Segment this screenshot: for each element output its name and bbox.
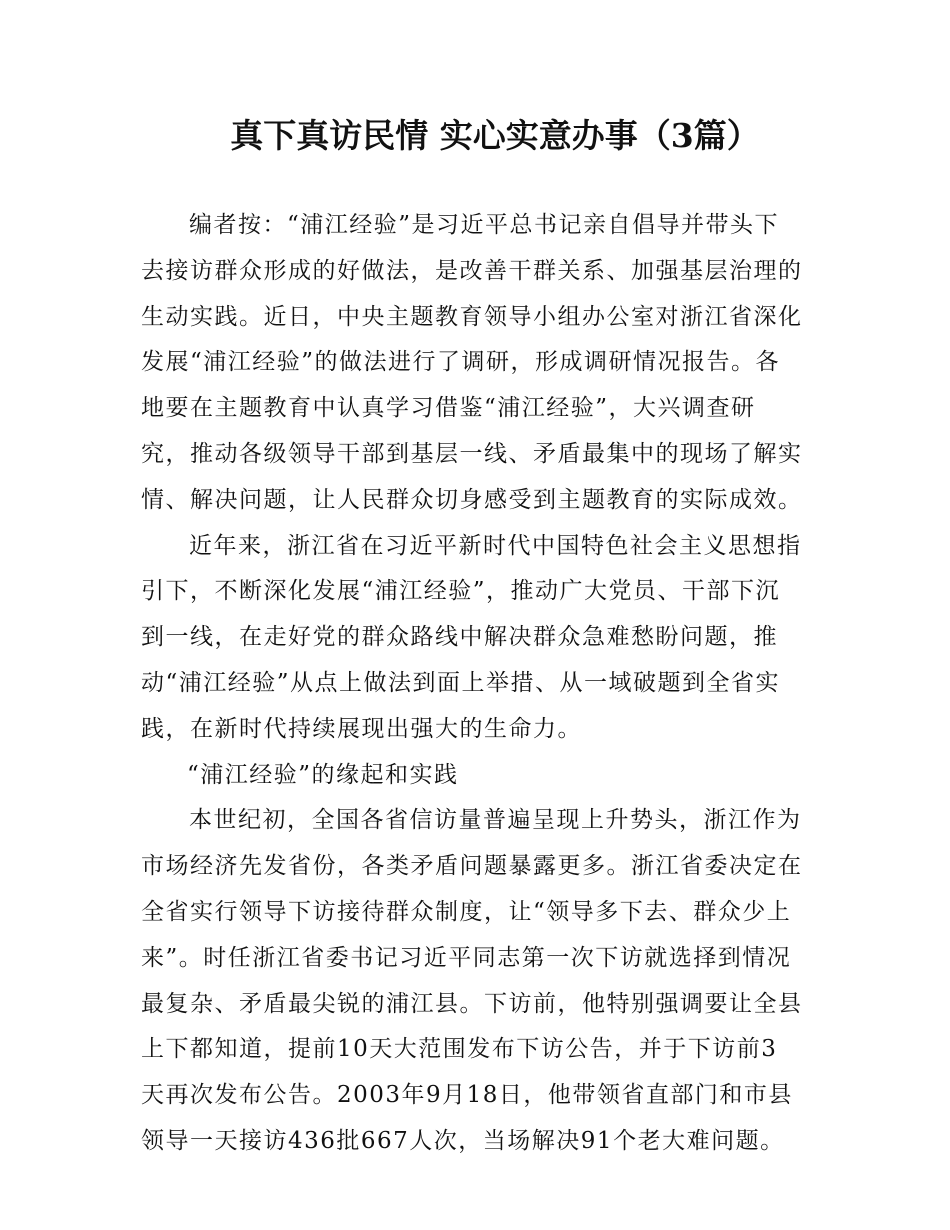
paragraph-line: 领导一天接访436批667人次，当场解决91个老大难问题。 xyxy=(141,1127,785,1154)
paragraph-line: 去接访群众形成的好做法，是改善干群关系、加强基层治理的 xyxy=(141,257,803,284)
paragraph-line: 引下，不断深化发展“浦江经验”，推动广大党员、干部下沉 xyxy=(141,578,781,605)
paragraph-line: 最复杂、矛盾最尖锐的浦江县。下访前，他特别强调要让全县 xyxy=(141,990,803,1017)
paragraph-line: 编者按：“浦江经验”是习近平总书记亲自倡导并带头下 xyxy=(189,212,780,238)
paragraph-line: 践，在新时代持续展现出强大的生命力。 xyxy=(141,715,582,742)
paragraph-line: 上下都知道，提前10天大范围发布下访公告，并于下访前3 xyxy=(141,1036,778,1063)
paragraph-line: 本世纪初，全国各省信访量普遍呈现上升势头，浙江作为 xyxy=(189,807,802,834)
paragraph-line: 天再次发布公告。2003年9月18日，他带领省直部门和市县 xyxy=(141,1082,793,1109)
document-body xyxy=(141,203,817,1165)
paragraph-line: 到一线，在走好党的群众路线中解决群众急难愁盼问题，推 xyxy=(141,624,778,651)
paragraph-line: 动“浦江经验”从点上做法到面上举措、从一域破题到全省实 xyxy=(141,669,781,696)
paragraph-line: 来”。时任浙江省委书记习近平同志第一次下访就选择到情况 xyxy=(141,944,792,971)
document-title: 真下真访民情 实心实意办事（3篇） xyxy=(230,116,760,155)
paragraph-line: 生动实践。近日，中央主题教育领导小组办公室对浙江省深化 xyxy=(141,303,803,330)
paragraph-line: 发展“浦江经验”的做法进行了调研，形成调研情况报告。各 xyxy=(141,349,781,376)
paragraph-line: 情、解决问题，让人民群众切身感受到主题教育的实际成效。 xyxy=(141,486,803,513)
section-heading: “浦江经验”的缘起和实践 xyxy=(187,761,459,788)
paragraph-line: 市场经济先发省份，各类矛盾问题暴露更多。浙江省委决定在 xyxy=(141,853,803,880)
paragraph-line: 近年来，浙江省在习近平新时代中国特色社会主义思想指 xyxy=(189,532,802,559)
paragraph-line: 究，推动各级领导干部到基层一线、矛盾最集中的现场了解实 xyxy=(141,440,803,467)
paragraph-line: 地要在主题教育中认真学习借鉴“浦江经验”，大兴调查研 xyxy=(141,395,756,422)
paragraph-line: 全省实行领导下访接待群众制度，让“领导多下去、群众少上 xyxy=(141,898,792,925)
